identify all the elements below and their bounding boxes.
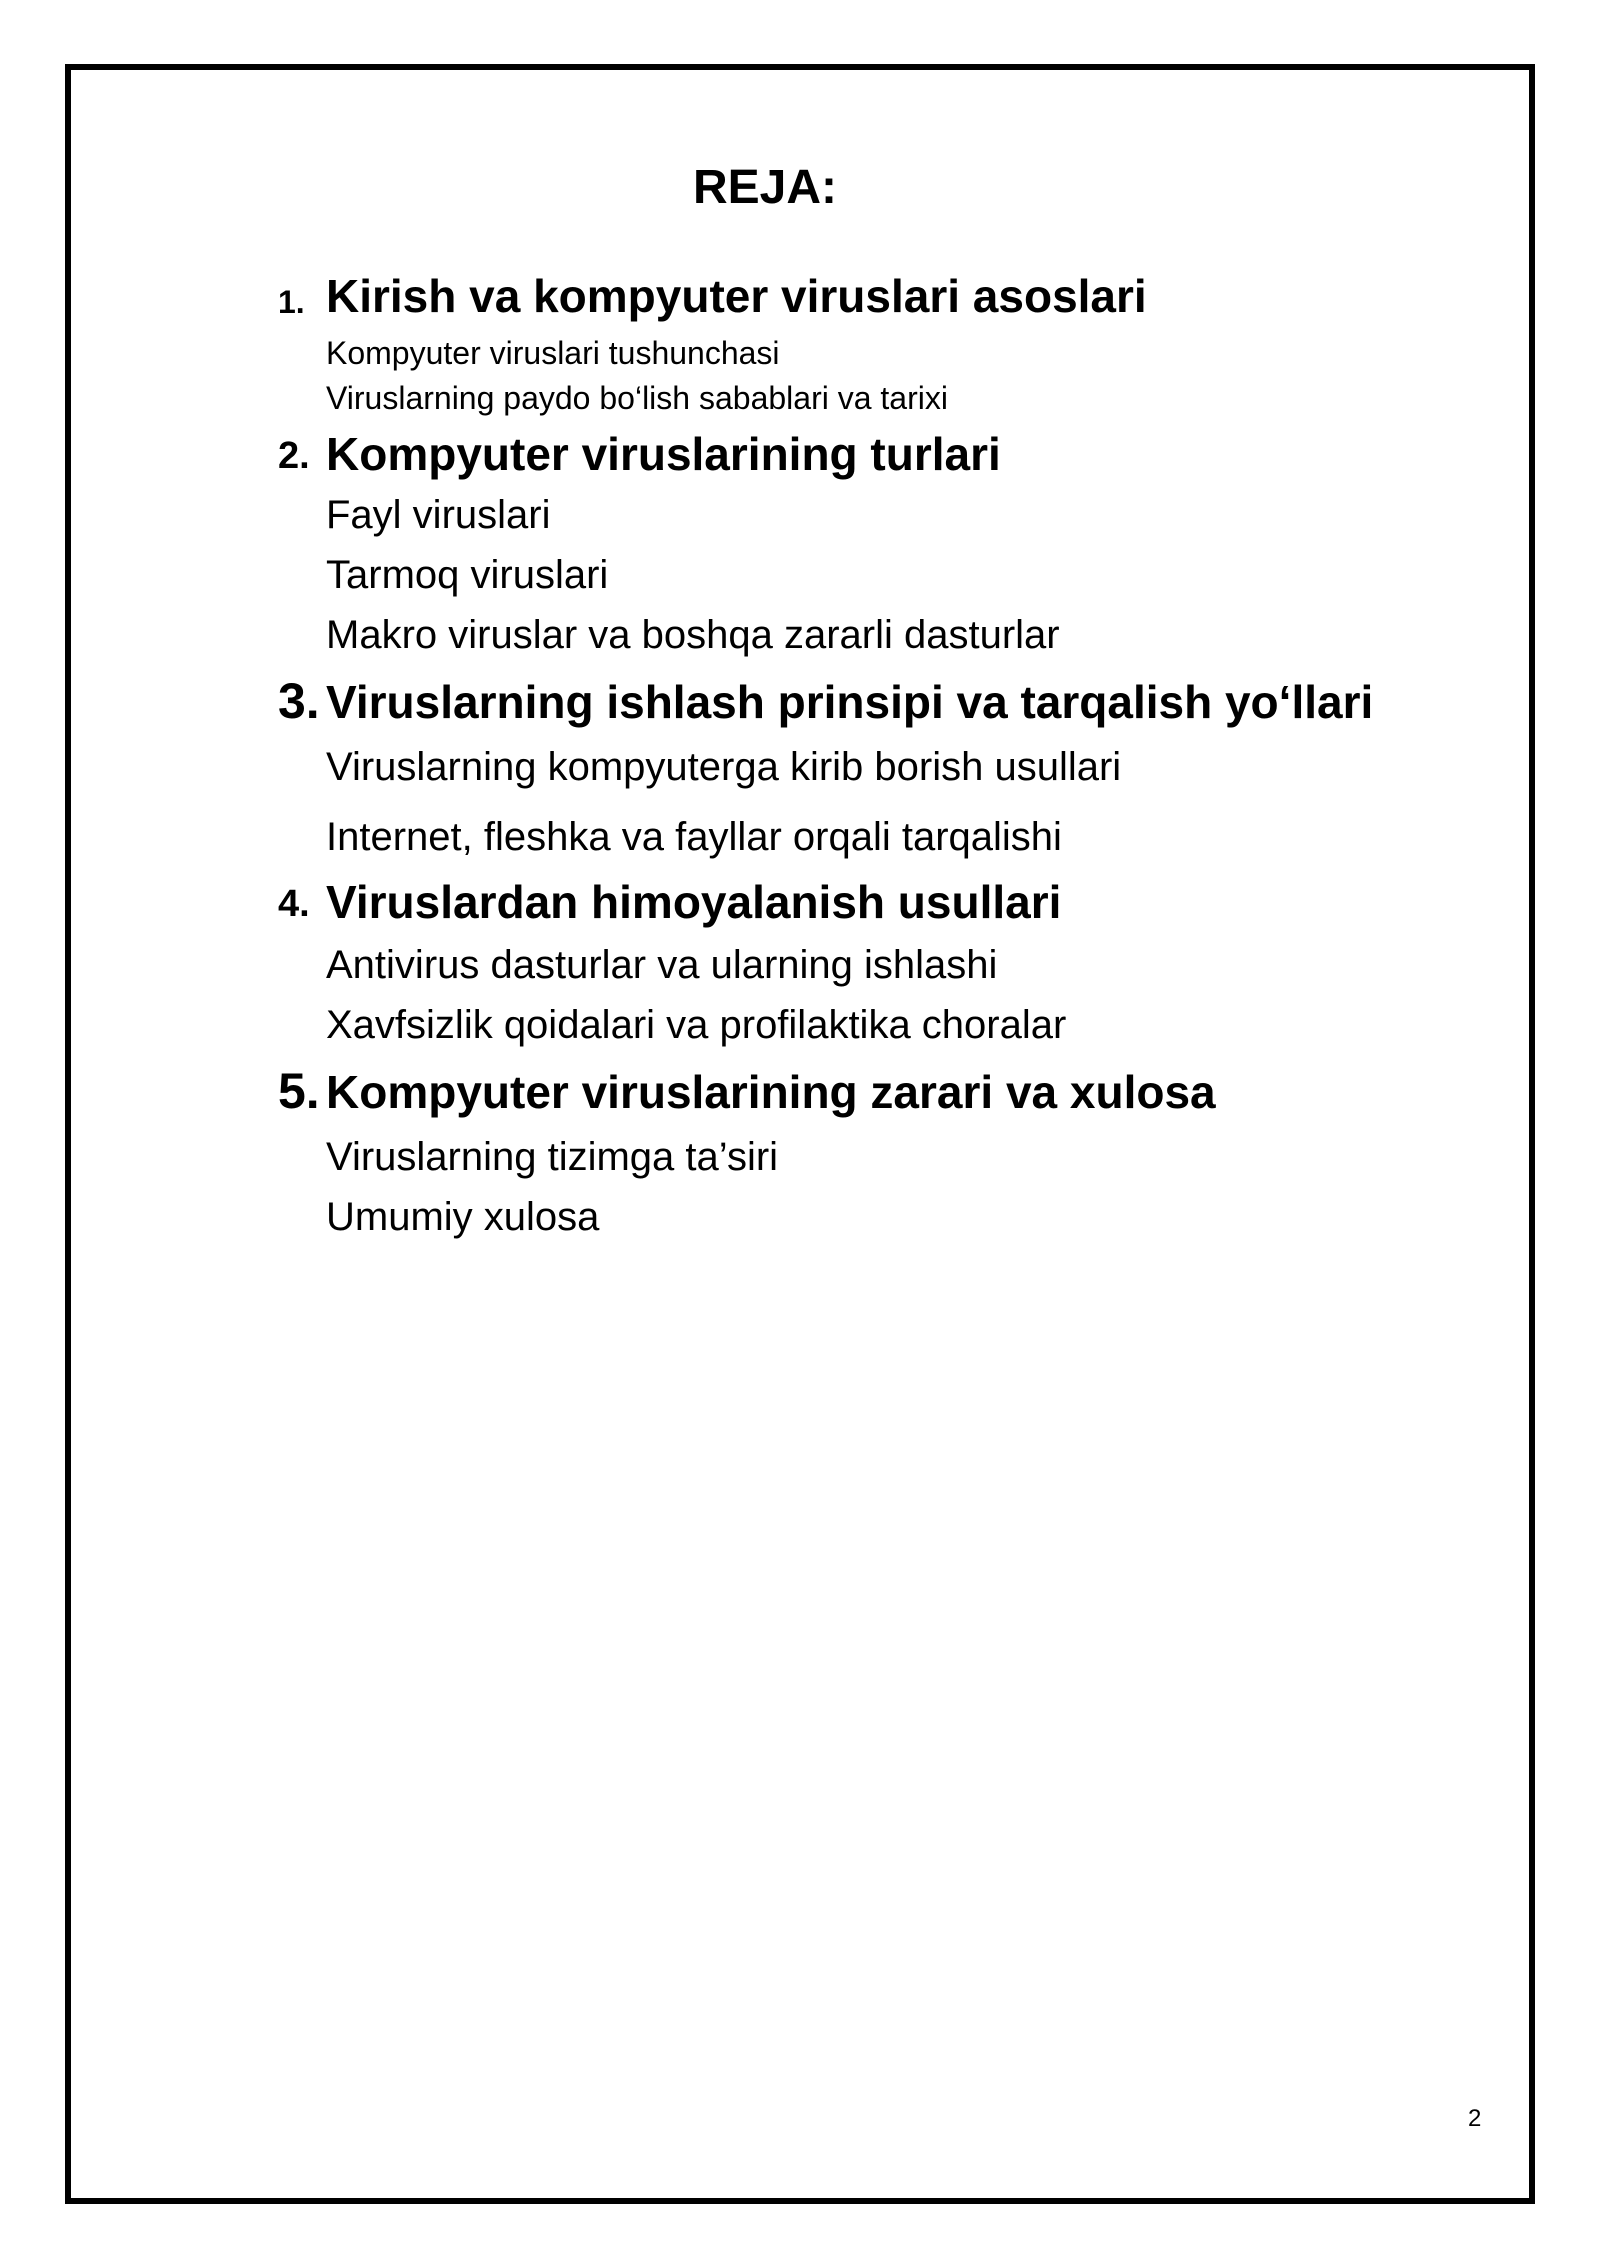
section-3-number: 3. xyxy=(278,673,320,729)
section-2-heading: Kompyuter viruslarining turlari xyxy=(326,428,1001,480)
section-2-number: 2. xyxy=(278,435,310,477)
section-4-heading: Viruslardan himoyalanish usullari xyxy=(326,876,1062,928)
section-4-number: 4. xyxy=(278,883,310,925)
section-1-heading: Kirish va kompyuter viruslari asoslari xyxy=(326,270,1147,322)
section-2-item-3: Makro viruslar va boshqa zararli dasturlar xyxy=(326,613,1060,657)
section-5-heading: Kompyuter viruslarining zarari va xulosa xyxy=(326,1066,1216,1118)
page-number: 2 xyxy=(1468,2105,1482,2132)
section-4-item-2: Xavfsizlik qoidalari va profilaktika choralar xyxy=(326,1003,1067,1047)
section-1-item-1: Kompyuter viruslari tushunchasi xyxy=(326,335,780,371)
section-3-heading: Viruslarning ishlash prinsipi va tarqalish yo‘llari xyxy=(326,676,1374,728)
section-2-item-2: Tarmoq viruslari xyxy=(326,553,609,597)
section-3-item-1: Viruslarning kompyuterga kirib borish usullari xyxy=(326,745,1122,789)
section-4-item-1: Antivirus dasturlar va ularning ishlashi xyxy=(326,943,998,987)
section-1-item-2: Viruslarning paydo bo‘lish sabablari va tarixi xyxy=(326,380,948,416)
section-5-item-1: Viruslarning tizimga ta’siri xyxy=(326,1135,779,1179)
section-5-number: 5. xyxy=(278,1063,320,1119)
section-5-item-2: Umumiy xulosa xyxy=(326,1195,600,1239)
section-1-number: 1. xyxy=(278,284,305,320)
section-3-item-2: Internet, fleshka va fayllar orqali tarqalishi xyxy=(326,815,1062,859)
page-title: REJA: xyxy=(692,161,838,214)
section-2-item-1: Fayl viruslari xyxy=(326,493,551,537)
